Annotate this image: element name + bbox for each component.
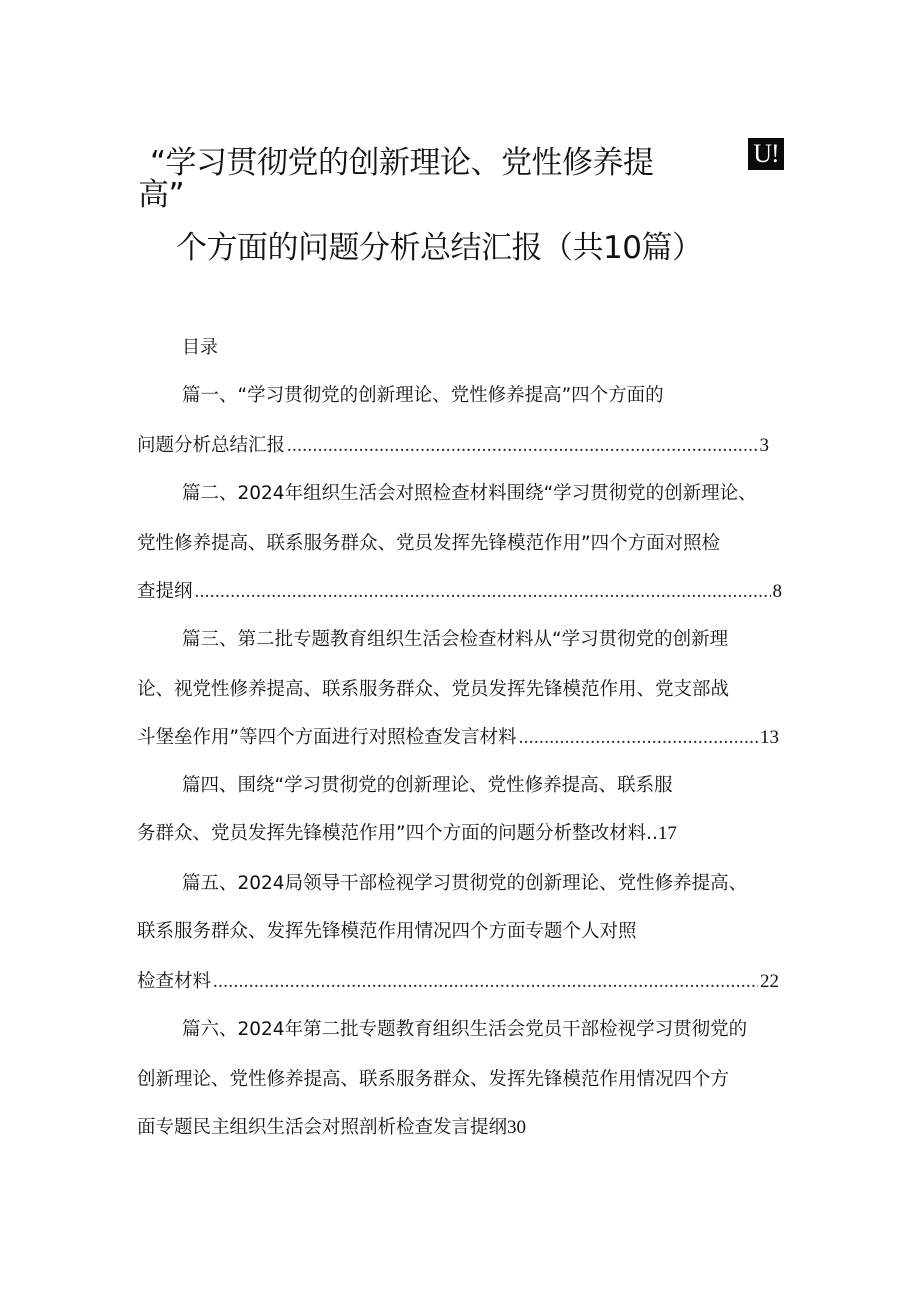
leader-dots	[213, 968, 758, 996]
toc-entry-1-page: 3	[759, 435, 769, 456]
toc-entry-6-line-2[interactable]: 创新理论、党性修养提高、联系服务群众、发挥先锋模范作用情况四个方	[137, 1069, 730, 1090]
toc-entry-3-page: 13	[760, 727, 779, 748]
toc-entry-6-line-1[interactable]: 篇六、2024年第二批专题教育组织生活会党员干部检视学习贯彻党的	[182, 1019, 748, 1040]
toc-entry-4-last-line[interactable]	[137, 820, 677, 848]
toc-entry-1-line-1[interactable]: 篇一、“学习贯彻党的创新理论、党性修养提高”四个方面的	[182, 385, 664, 406]
toc-entry-1-text: 问题分析总结汇报	[137, 435, 286, 456]
toc-entry-2-text: 查提纲	[137, 581, 193, 602]
toc-entry-3-last-line[interactable]	[137, 724, 779, 752]
toc-entry-5-page: 22	[760, 971, 779, 992]
toc-entry-5-text: 检查材料	[137, 971, 212, 992]
toc-entry-2-line-1[interactable]: 篇二、2024年组织生活会对照检查材料围绕“学习贯彻党的创新理论、	[182, 483, 757, 504]
doc-title-line-1: “学习贯彻党的创新理论、党性修养提	[150, 145, 654, 181]
toc-entry-6-last-line[interactable]	[137, 1114, 526, 1142]
toc-entry-3-line-2[interactable]: 论、视党性修养提高、联系服务群众、党员发挥先锋模范作用、党支部战	[137, 679, 730, 700]
toc-entry-5-line-1[interactable]: 篇五、2024局领导干部检视学习贯彻党的创新理论、党性修养提高、	[182, 873, 748, 894]
toc-entry-3-line-1[interactable]: 篇三、第二批专题教育组织生活会检查材料从“学习贯彻党的创新理	[182, 629, 729, 650]
toc-entry-4-line-1[interactable]: 篇四、围绕“学习贯彻党的创新理论、党性修养提高、联系服	[182, 775, 673, 796]
logo-mark: U!	[748, 138, 784, 170]
toc-entry-2-line-2[interactable]: 党性修养提高、联系服务群众、党员发挥先锋模范作用”四个方面对照检	[137, 533, 721, 554]
toc-entry-6-text: 面专题民主组织生活会对照剖析检查发言提纲	[137, 1117, 508, 1138]
toc-entry-1-last-line[interactable]	[137, 432, 769, 460]
doc-title-line-3: 个方面的问题分析总结汇报（共10篇）	[176, 230, 703, 266]
toc-entry-4-page: 17	[657, 823, 677, 844]
toc-entry-2-page: 8	[772, 581, 782, 602]
toc-heading: 目录	[182, 337, 218, 358]
toc-entry-4-text: 务群众、党员发挥先锋模范作用”四个方面的问题分析整改材料..	[137, 823, 658, 844]
toc-entry-3-text: 斗堡垒作用”等四个方面进行对照检查发言材料	[137, 727, 517, 748]
toc-entry-5-last-line[interactable]	[137, 968, 779, 996]
toc-entry-5-line-2[interactable]: 联系服务群众、发挥先锋模范作用情况四个方面专题个人对照	[137, 921, 637, 942]
toc-entry-2-last-line[interactable]	[137, 578, 782, 606]
leader-dots	[287, 432, 757, 460]
leader-dots	[195, 578, 771, 606]
toc-entry-6-page: 30	[507, 1117, 527, 1138]
leader-dots	[519, 724, 758, 752]
doc-title-line-2: 高”	[138, 177, 185, 213]
